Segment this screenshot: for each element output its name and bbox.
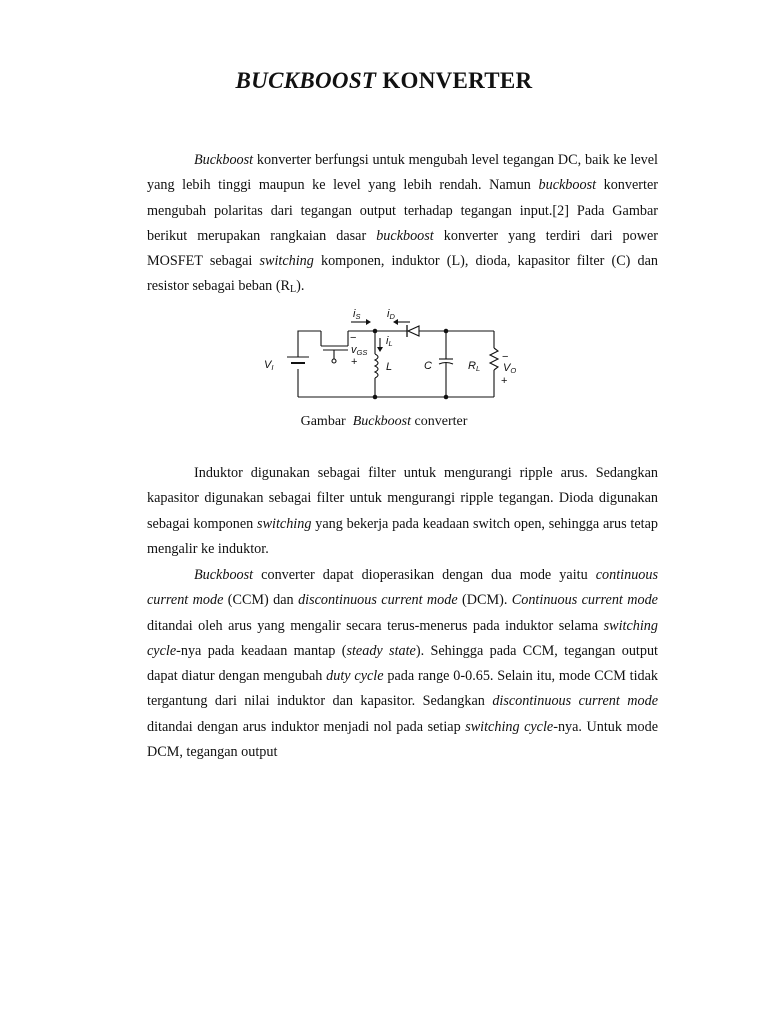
title-rest: KONVERTER [376, 68, 533, 93]
label-vgs: vGS [351, 344, 368, 357]
vgs-plus: + [351, 356, 358, 368]
text-run: buckboost [376, 227, 434, 244]
text-run: (DCM). [457, 592, 512, 609]
text-run: -nya. Untuk mode DCM, tegangan output [147, 718, 658, 761]
label-is: iS [353, 308, 361, 321]
text-run: ditandai oleh arus yang mengalir secara terus-menerus pada induktor selama [147, 617, 604, 634]
text-run: steady state [346, 642, 416, 659]
caption-prefix: Gambar [300, 414, 353, 429]
text-run: pada range 0-0.65. Selain itu, mode CCM tidak tergantung dari nilai induktor dan kapasitor. Sedangkan [147, 668, 658, 710]
caption-suffix: converter [411, 414, 468, 429]
text-run: discontinuous current mode [492, 693, 658, 710]
text-run: Buckboost [194, 567, 254, 583]
page-title [0, 68, 768, 94]
label-c: C [424, 360, 432, 372]
text-run: discontinuous current mode [298, 592, 458, 609]
text-run: switching cycle [147, 617, 658, 659]
label-id: iD [387, 308, 395, 321]
text-run: ). Sehingga pada CCM, tegangan output dapat diatur dengan mengubah [147, 642, 658, 685]
text-run: -nya pada keadaan mantap ( [176, 642, 347, 659]
text-run: duty cycle [326, 668, 384, 685]
text-run: Induktor digunakan sebagai filter untuk mengurangi ripple arus. Sedangkan kapasitor digunakan sebagai filter untuk mengurangi ripple tegangan. Dioda digunakan sebagai komponen [147, 465, 658, 532]
text-run: buckboost [538, 177, 597, 194]
text-run: Buckboost [194, 152, 254, 168]
paragraph-modes [147, 563, 658, 765]
text-run: komponen, induktor (L), dioda, kapasitor filter (C) dan resistor sebagai beban (R [147, 253, 658, 295]
paragraph-intro [147, 148, 658, 300]
text-run: konverter mengubah polaritas dari tegangan output terhadap tegangan input.[2] Pada Gambar berikut merupakan rangkaian dasar [147, 177, 658, 244]
text-run: switching cycle [465, 718, 554, 735]
text-run: yang bekerja pada keadaan switch open, sehingga arus tetap mengalir ke induktor. [147, 515, 659, 557]
label-l: L [386, 361, 393, 373]
text-run: L [290, 284, 297, 296]
text-run: continuous current mode [147, 567, 658, 609]
text-run: switching [259, 253, 314, 270]
caption-italic: Buckboost [352, 414, 412, 429]
vgs-minus: − [350, 332, 357, 344]
text-run: (CCM) dan [223, 592, 299, 609]
label-vi: VI [264, 359, 274, 372]
buckboost-circuit-diagram [258, 304, 520, 404]
label-il: iL [386, 335, 393, 348]
vo-plus: + [501, 375, 508, 387]
figure-caption [0, 414, 768, 430]
title-italic: BUCKBOOST [235, 68, 377, 93]
text-run: konverter yang terdiri dari power MOSFET sebagai [147, 227, 658, 270]
paragraph-components [147, 461, 658, 562]
vo-minus: − [502, 351, 509, 363]
label-rl: RL [468, 360, 481, 373]
text-run: Continuous current mode [511, 592, 658, 609]
text-run: konverter berfungsi untuk mengubah level tegangan DC, baik ke level yang lebih tinggi maupun ke level yang lebih rendah. Namun [147, 152, 658, 194]
text-run: switching [257, 515, 312, 532]
label-vo: VO [503, 362, 517, 375]
text-run: ditandai dengan arus induktor menjadi nol pada setiap [147, 718, 466, 735]
text-run: converter dapat dioperasikan dengan dua mode yaitu [253, 567, 596, 583]
text-run: ). [296, 278, 305, 295]
